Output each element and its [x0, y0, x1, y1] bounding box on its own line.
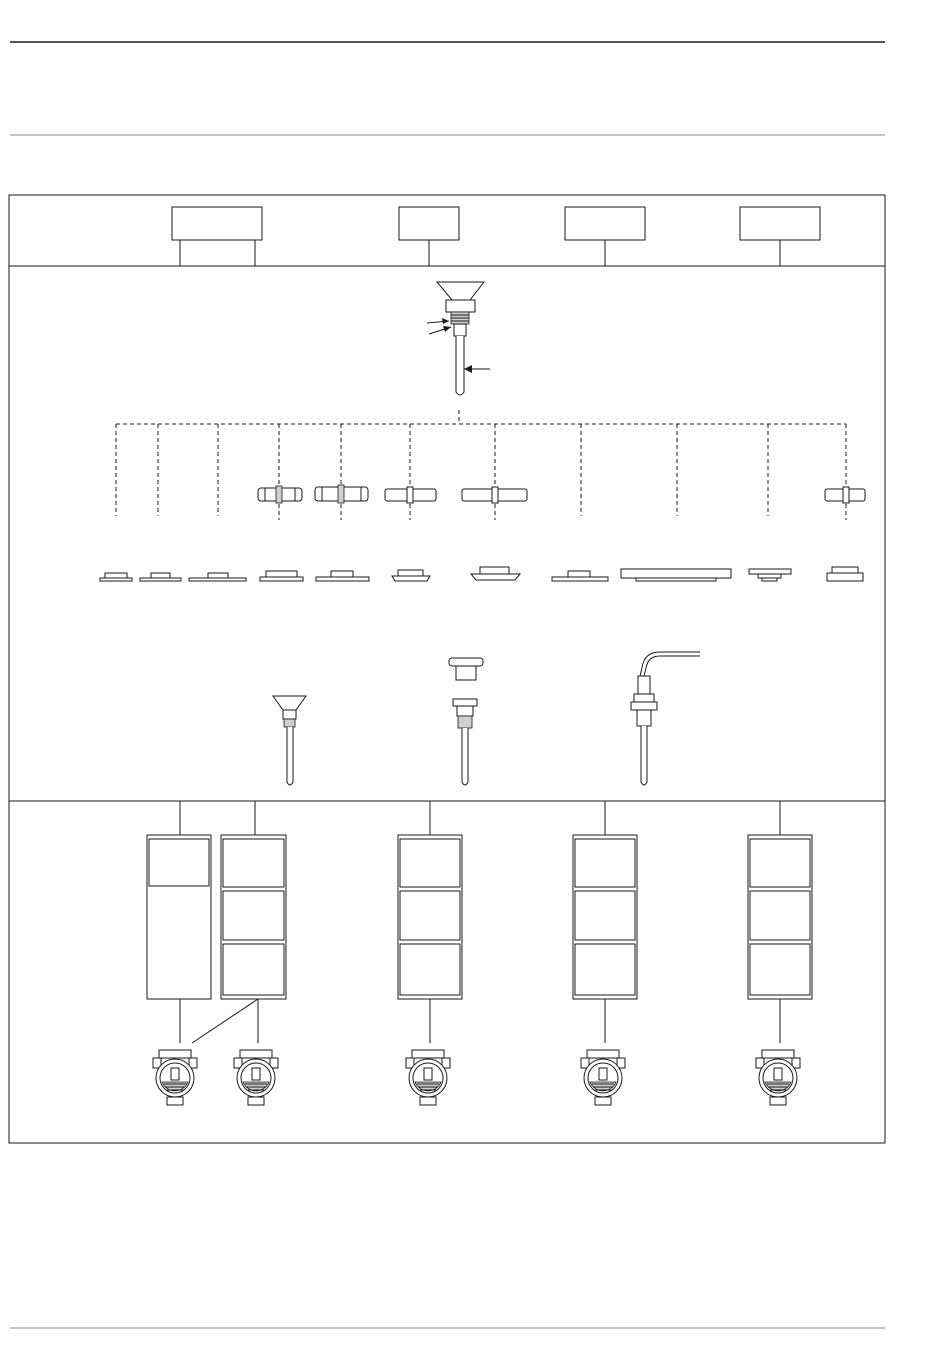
label-box-4	[740, 207, 820, 240]
flange-icon-4	[260, 571, 303, 581]
electronics-stack-3	[398, 835, 462, 999]
electronics-connectors	[180, 801, 780, 835]
electronics-stack-4	[573, 835, 637, 999]
transmitter-housing-icon-4	[581, 1050, 625, 1105]
probe-variants	[273, 652, 700, 785]
flange-icon-8	[552, 571, 608, 581]
probe-icon-2	[449, 658, 483, 785]
electronics-stacks	[147, 835, 812, 999]
electronics-stack-2	[221, 835, 286, 999]
sensor-cable-icon	[631, 652, 700, 785]
fitting-icon-2	[315, 485, 368, 503]
transmitter-housing-icon-5	[756, 1050, 800, 1105]
electronics-stack-5	[748, 835, 812, 999]
flange-icon-3	[189, 573, 246, 581]
transmitter-housing-icon-2	[234, 1050, 278, 1105]
fitting-icon-5	[825, 487, 865, 503]
fittings	[258, 485, 865, 503]
fitting-icon-4	[462, 487, 527, 503]
label-box-1	[172, 207, 262, 240]
fitting-icon-3	[385, 487, 436, 503]
flange-icon-11	[827, 567, 863, 581]
connection-tree	[116, 410, 846, 520]
transmitter-housing-icon-1	[153, 1050, 197, 1105]
flange-icon-7	[471, 567, 520, 580]
flange-icon-1	[100, 573, 132, 581]
housing-connectors	[180, 999, 780, 1043]
transmitter-housing-icon-3	[406, 1050, 450, 1105]
transmitter-housings	[153, 1050, 800, 1105]
main-probe	[427, 282, 490, 395]
top-label-boxes	[172, 207, 820, 266]
electronics-stack-1	[147, 835, 211, 999]
flange-icon-9	[621, 569, 731, 581]
flange-icon-2	[140, 573, 181, 581]
flange-icon-10	[749, 569, 791, 581]
fitting-icon-1	[258, 486, 302, 503]
label-box-2	[399, 207, 459, 240]
diagram-frame	[9, 195, 885, 1143]
probe-icon-1	[273, 696, 306, 785]
process-connections	[100, 567, 863, 581]
flange-icon-6	[392, 570, 430, 581]
label-box-3	[565, 207, 645, 240]
flange-icon-5	[316, 571, 369, 581]
